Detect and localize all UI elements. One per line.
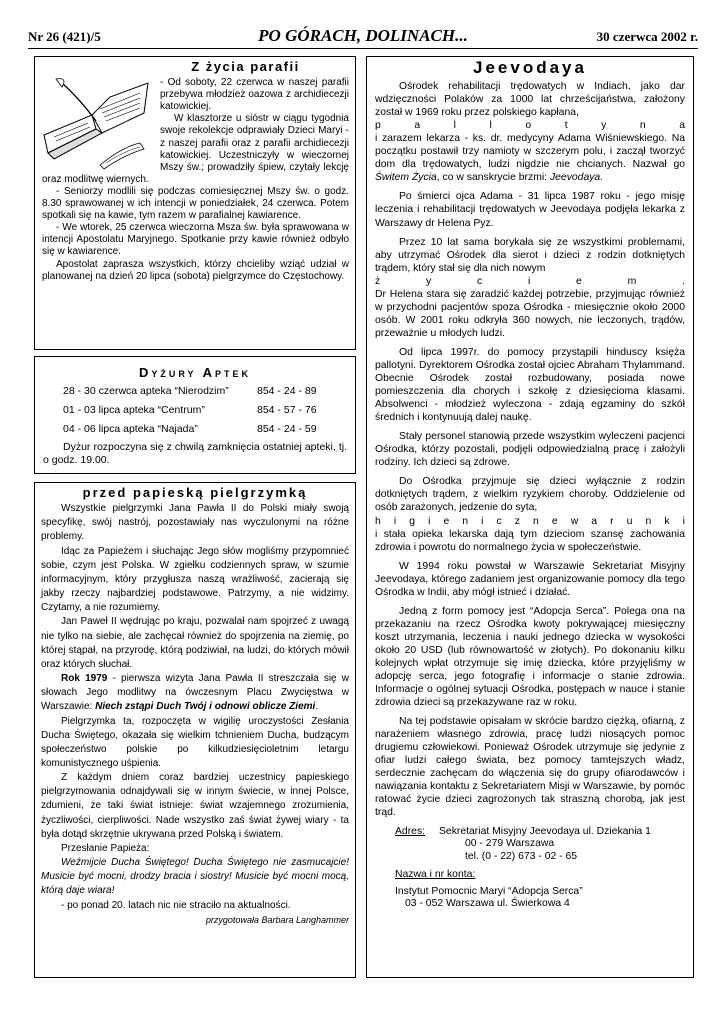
spaced-letter: a (414, 120, 421, 132)
address-line1: Sekretariat Misyjny Jeevodaya ul. Dziekania 1 (439, 825, 651, 837)
pilgrimage-p5: Pielgrzymka ta, rozpoczęta w wigilię uroczystości Zesłania Ducha Świętego, okazała się wielkim tchnieniem Ducha, budzącym społeczeństwo polskie po kilkudziesięcioletnim letargu komunistycznego uśpienia. (41, 715, 349, 769)
pilgrimage-p7: Przesłanie Papieża: (61, 842, 150, 854)
spaced-word-pallotyna (375, 119, 685, 132)
jeevodaya-p4: Od lipca 1997r. do pomocy przystąpili hinduscy księża pallotyni. Dyrektorem Ośrodka został ojciec Abraham Thylammand. Obecnie Ośrodek został rozbudowany, posiada nowe pomieszczenia dla chorych i szkołę z dziesięcioma klasami. Absolwenci - młodzież wyleczona - zdają egzaminy do szkół średnich i kontynuują dalej naukę. (375, 346, 685, 424)
pharmacy-dates: 01 - 03 lipca apteka “Centrum” (63, 404, 205, 416)
spaced-letter: z (514, 515, 520, 527)
newspaper-title: PO GÓRACH, DOLINACH... (258, 26, 468, 45)
jeevodaya-italic: Jeevodaya. (549, 172, 604, 184)
parish-news-title: Z życia parafii (191, 59, 300, 74)
pharmacy-row (43, 420, 347, 439)
pharmacy-duty-title: Dyżury Aptek (138, 365, 252, 380)
swit-zycia: Świtem Życia (375, 172, 437, 184)
account-line2: 03 - 052 Warszawa ul. Świerkowa 4 (405, 898, 570, 910)
account-line1: Instytut Pomocnic Maryi “Adopcja Serca” (395, 885, 583, 897)
papal-pilgrimage-title: przed papieską pielgrzymką (82, 485, 308, 500)
prayer-quote: Niech zstąpi Duch Twój i odnowi oblicze Ziemi (95, 701, 316, 713)
spaced-letter: . (682, 275, 685, 287)
pharmacy-phone: 854 - 24 - 89 (257, 385, 317, 397)
spaced-letter: i (527, 275, 531, 287)
spaced-letter: c (496, 515, 502, 527)
spaced-letter: u (626, 515, 633, 527)
papal-pilgrimage-box (34, 482, 356, 978)
pilgrimage-p9: - po ponad 20. latach nic nie straciło na aktualności. (61, 899, 291, 911)
jeevodaya-p7: W 1994 roku powstał w Warszawie Sekretariat Misyjny Jeevodaya, którego zadaniem jest organizowanie pomocy dla tego Ośrodka w Indii, aby mógł istnieć i działać. (375, 560, 685, 598)
pilgrimage-p4-text: - pierwsza wizyta Jana Pawła II streszczała się w słowach Jego modlitwy na ówczesnym Placu Zwycięstwa w Warszawie: (41, 673, 350, 713)
pharmacy-dates: 28 - 30 czerwca apteka “Nierodzim” (63, 385, 229, 397)
pilgrimage-p3: Jan Paweł II wędrując po kraju, pozwalał nam spojrzeć z uwagą nie tylko na siebie, ale zachęcał również do spojrzenia na ziemię, po której stąpał, na przyrodę, którą podziwiał, na ludzi, do których mówił oraz których słuchał. (41, 616, 349, 670)
parish-news-p1: - Od soboty, 22 czerwca w naszej parafii przebywa młodzież oazowa z archidiecezji katowickiej. (160, 77, 349, 113)
jeevodaya-article (366, 56, 694, 978)
jeevodaya-p1b-text: i zarazem lekarza - ks. dr. medycyny Adama Wiśniewskiego. Na początku postawił trzy namioty w szczerym polu, i zaczął tworzyć dom dla trędowatych, ludzi nigdzie nie chcianych. Nazwał go (375, 133, 685, 171)
parish-news-p2: W klasztorze u sióstr w ciągu tygodnia swoje rekolekcje odprawiały Dzieci Maryi - z naszej parafii oraz z parafii archidiecezji katowickiej. Uczestniczyły w wieczornej Mszy św.; prowadziły śpiew, czytały lekcję oraz modlitwę wiernych. (42, 113, 349, 185)
spaced-letter: i (428, 515, 431, 527)
spaced-letter: a (591, 515, 598, 527)
pilgrimage-p2: Idąc za Papieżem i słuchając Jego słów mogliśmy przypomnieć sobie, czym jest Polska. W zgiełku codziennych spraw, w szumie informacyjnym, który przygłusza naszą wrażliwość, zacierają się jakby rzeczy najbardziej podstawowe. Patrzymy, a nie widzimy. Czytamy, a nie rozumiemy. (41, 545, 349, 614)
jeevodaya-p3b: Dr Helena stara się zaradzić każdej potrzebie, przyjmując również w przychodni pacjentów spoza Ośrodka - miesięcznie około 2000 osób. W 2001 roku odkryła 360 nowych, nie leczonych, trądów, przeważnie u młodych ludzi. (375, 288, 685, 339)
parish-news-p3: - Seniorzy modlili się podczas comiesięcznej Mszy św. o godz. 8.30 sprawowanej w ich intencji w poniedziałek, 24 czerwca. Potem spotkali się na kawie, tym razem w parafialnej kawiarence. (42, 185, 349, 222)
issue-date: 30 czerwca 2002 r. (596, 29, 698, 44)
spaced-letter: n (645, 515, 652, 527)
spaced-letter: p (375, 120, 381, 132)
open-book-icon (40, 77, 154, 171)
page-header (28, 26, 698, 49)
spaced-letter: ż (375, 275, 381, 287)
spaced-letter: h (375, 515, 381, 527)
address-label: Adres: (395, 825, 426, 837)
spaced-letter: o (525, 120, 532, 132)
spaced-letter: n (462, 515, 469, 527)
pilgrimage-p4 (41, 672, 349, 714)
jeevodaya-p6b: i stała opieka lekarska dają tym dzieciom szansę zachowania zdrowia i powrotu do normalnego życia w społeczeństwie. (375, 528, 685, 553)
parish-news-box (34, 56, 356, 350)
spaced-letter: t (564, 120, 568, 132)
pharmacy-note: Dyżur rozpoczyna się z chwilą zamknięcia ostatniej apteki, tj. o godz. 19.00. (43, 441, 347, 466)
pharmacy-row (43, 401, 347, 420)
pharmacy-phone: 854 - 57 - 76 (257, 404, 317, 416)
jeevodaya-p1c-text: , co w sanskrycie brzmi: (436, 172, 550, 184)
pharmacy-dates: 04 - 06 lipca apteka “Najada” (63, 423, 198, 435)
jeevodaya-p5: Stały personel stanowią przede wszystkim wyleczeni pacjenci Ośrodka, którzy pozostali, podjęli odpowiedzialną pracę i założyli rodziny. Ich dzieci są zdrowe. (375, 431, 685, 469)
spaced-letter: a (679, 120, 685, 132)
address-line2: 00 - 279 Warszawa (465, 838, 555, 850)
address-block (375, 826, 685, 911)
jeevodaya-p6a: Do Ośrodka przyjmuje się dzieci wyłącznie z rodzin dotkniętych trądem, z wielkim ryzykiem choroby. Oddzielenie od osób zarażonych, jedzenie do syta, (375, 476, 685, 514)
spaced-letter: l (453, 120, 456, 132)
spaced-letter: r (610, 515, 614, 527)
spaced-letter: y (601, 120, 607, 132)
jeevodaya-p3a: Przez 10 lat sama borykała się ze wszystkimi problemami, aby utrzymać Ośrodek dla sierot i dzieci z rodzin dotkniętych trądem, który stał się dla nich nowym (375, 236, 685, 274)
address-line3: tel. (0 - 22) 673 - 02 - 65 (465, 850, 578, 862)
pope-message (41, 856, 349, 898)
jeevodaya-p2: Po śmierci ojca Adama - 31 lipca 1987 roku - jego misję leczenia i rehabilitacji trędowatych w Jeevodaya podjęła lekarka z Warszawy dr Helena Pyz. (375, 191, 685, 229)
jeevodaya-p1b (375, 132, 685, 184)
spaced-word-zyciem (375, 275, 685, 288)
spaced-letter: m (627, 275, 637, 287)
spaced-letter: k (664, 515, 670, 527)
spaced-letter: n (639, 120, 646, 132)
year-1979: Rok 1979 (61, 673, 108, 685)
spaced-letter: e (443, 515, 450, 527)
pope-message-text: Weźmijcie Ducha Świętego! Ducha Świętego nie zasmucajcie! Musicie być mocni, drodzy bracia i siostry! Musicie być mocni mocą, którą daje wiara! (41, 857, 349, 897)
spaced-words-higieniczne-warunki (375, 515, 685, 528)
jeevodaya-title: Jeevodaya (473, 58, 587, 77)
spaced-letter: i (481, 515, 484, 527)
parish-news-p5: Apostolat zaprasza wszystkich, którzy chcieliby wziąć udział w planowanej na dzień 20 lipca (sobota) pielgrzymce do Częstochowy. (42, 258, 349, 282)
spaced-letter: g (409, 515, 415, 527)
issue-number: Nr 26 (421)/5 (28, 29, 101, 44)
pharmacy-row (43, 382, 347, 401)
pharmacy-duty-box (34, 356, 356, 474)
spaced-letter: y (425, 275, 432, 287)
spaced-letter: w (570, 515, 579, 527)
parish-news-p4: - We wtorek, 25 czerwca wieczorna Msza św. była sprawowana w intencji Apostolatu Maryjnego. Spotkanie przy kawie również odbyło się w kawiarence. (42, 222, 349, 258)
pilgrimage-p4-end: . (315, 701, 319, 713)
spaced-letter: n (533, 515, 539, 527)
pilgrimage-p6: Z każdym dniem coraz bardziej uczestnicy papieskiego pielgrzymowania odnajdywali się w innym świecie, w innej Polsce, zdumieni, że taki świat istnieje: świat wzajemnego zrozumienia, życzliwości, cierpliwości. Nade wszystko zaś świat żywej wiary - ta była dotąd skrzętnie ukrywana przed Polską i światem. (41, 772, 349, 840)
spaced-letter: e (576, 275, 582, 287)
account-label: Nazwa i nr konta: (395, 869, 476, 881)
spaced-letter: i (393, 515, 397, 527)
jeevodaya-p9: Na tej podstawie opisałam w skrócie bardzo ciężką, ofiarną, z narażeniem własnego zdrowia, pracę ludzi niosących pomoc drugiemu człowiekowi. Ponieważ Ośrodek utrzymuje się jedynie z ofiar ludzi całego świata, bez pomocy tamtejszych władz, serdecznie zachęcam do włączenia się do grupy ofiarodawców i nawiązania kontaktu z Sekretariatem Misji w Warszawie, by pomóc ratować życie dzieci zagrożonych tak straszną chorobą, jak jest trąd. (375, 716, 685, 819)
spaced-letter: e (551, 515, 558, 527)
jeevodaya-p1a: Ośrodek rehabilitacji trędowatych w Indiach, jako dar wdzięczności Polaków za 1000 lat chrześcijaństwa, założony został w 1969 roku przez polskiego kapłana, (375, 81, 685, 119)
jeevodaya-p8: Jedną z form pomocy jest “Adopcja Serca”. Polega ona na przekazaniu na rzecz Ośrodka kwoty pokrywającej miesięczny koszt utrzymania, leczenia i nauki jednego dziecka w wysokości około 20 USD (lub równowartość w złotych). Po dokonaniu kilku kolejnych wpłat otrzymuje się imię dziecka, które przyjęliśmy w adopcję serca, jego fotografię i informacje o stanie zdrowia. Informacje o ogólnej sytuacji Ośrodka, postępach w nauce i stanie zdrowia dzieci są przekazywane raz w roku. (375, 605, 685, 709)
spaced-letter: l (489, 120, 492, 132)
spaced-letter: c (476, 275, 483, 287)
spaced-letter: i (682, 515, 685, 527)
pilgrimage-p1: Wszystkie pielgrzymki Jana Pawła II do Polski miały swoją specyfikę, swój nastrój, pozostawiały nas wyczulonymi na różne problemy. (41, 503, 349, 543)
pilgrimage-signature: przygotowała Barbara Langhammer (205, 914, 349, 925)
pharmacy-phone: 854 - 24 - 59 (257, 423, 317, 435)
